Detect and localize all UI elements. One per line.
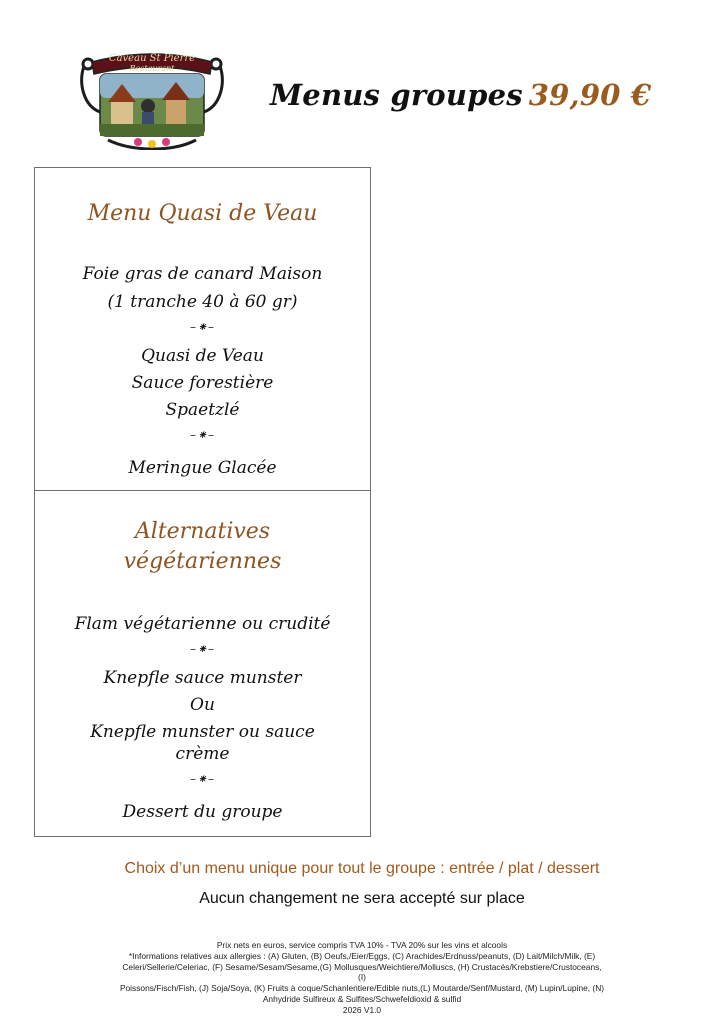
course-separator: –⁕– bbox=[189, 642, 216, 656]
footer-allergy-line: Poissons/Fisch/Fish, (J) Soja/Soya, (K) Fruits à coque/Schanlentiere/Edible nuts,(L) Moutarde/Senf/Mustard, (M) Lupin/Lupine, (N) bbox=[119, 983, 605, 994]
section-title: végétariennes bbox=[123, 549, 282, 574]
main-course-line: Quasi de Veau bbox=[141, 346, 264, 366]
footer-legal bbox=[118, 940, 606, 1016]
main-course-line: Spaetzlé bbox=[165, 400, 240, 420]
main-course-line: crème bbox=[175, 744, 230, 764]
starter-line: Foie gras de canard Maison bbox=[82, 264, 323, 284]
main-course-line: Knepfle munster ou sauce bbox=[90, 722, 315, 742]
menu-section-vegetarian bbox=[35, 490, 370, 836]
section-title: Alternatives bbox=[134, 519, 271, 544]
footer-version: 2026 V1.0 bbox=[342, 1004, 382, 1015]
course-separator: –⁕– bbox=[189, 428, 216, 442]
starter-line: Flam végétarienne ou crudité bbox=[74, 614, 331, 634]
title-text: Menus groupes bbox=[270, 78, 523, 112]
logo-sign-subtext: Restaurant bbox=[129, 64, 175, 73]
menu-price: 39,90 € bbox=[528, 78, 652, 112]
footer-price-line: Prix nets en euros, service compris TVA 10% - TVA 20% sur les vins et alcools bbox=[216, 940, 508, 950]
course-separator: –⁕– bbox=[189, 320, 216, 334]
main-course-line: Knepfle sauce munster bbox=[103, 668, 302, 688]
no-change-note: Aucun changement ne sera accepté sur place bbox=[199, 890, 525, 907]
course-separator: –⁕– bbox=[189, 772, 216, 786]
section-title: Menu Quasi de Veau bbox=[87, 201, 318, 226]
menu-box bbox=[34, 167, 371, 837]
footer-allergy-line: Anhydride Sulfireux & Sulfites/Schwefeldioxid & sulfid bbox=[262, 993, 462, 1004]
menu-section-veal bbox=[35, 168, 370, 491]
dessert-line: Meringue Glacée bbox=[128, 458, 277, 478]
starter-detail: (1 tranche 40 à 60 gr) bbox=[107, 292, 298, 312]
logo-sign-text: Caveau St Pierre bbox=[108, 53, 196, 64]
restaurant-logo bbox=[78, 44, 226, 150]
footer-allergy-line: *Informations relatives aux allergies : (A) Gluten, (B) Oeufs,/Eier/Eggs, (C) Arachides/Erdnuss/peanuts, (D) Lait/Milch/Milk, (E) bbox=[128, 950, 596, 961]
menu-choice-note: Choix d’un menu unique pour tout le groupe : entrée / plat / dessert bbox=[124, 860, 600, 877]
main-course-line: Sauce forestière bbox=[131, 373, 274, 393]
page-title bbox=[270, 78, 651, 112]
footer-allergy-line: Celeri/Sellerie/Celeriac, (F) Sesame/Sesam/Sesame,(G) Mollusques/Weichtiere/Molluscs, (H) Crustacés/Krebstiere/Crustoceans, (I) bbox=[122, 961, 602, 983]
main-course-line: Ou bbox=[190, 695, 215, 715]
dessert-line: Dessert du groupe bbox=[122, 802, 283, 822]
